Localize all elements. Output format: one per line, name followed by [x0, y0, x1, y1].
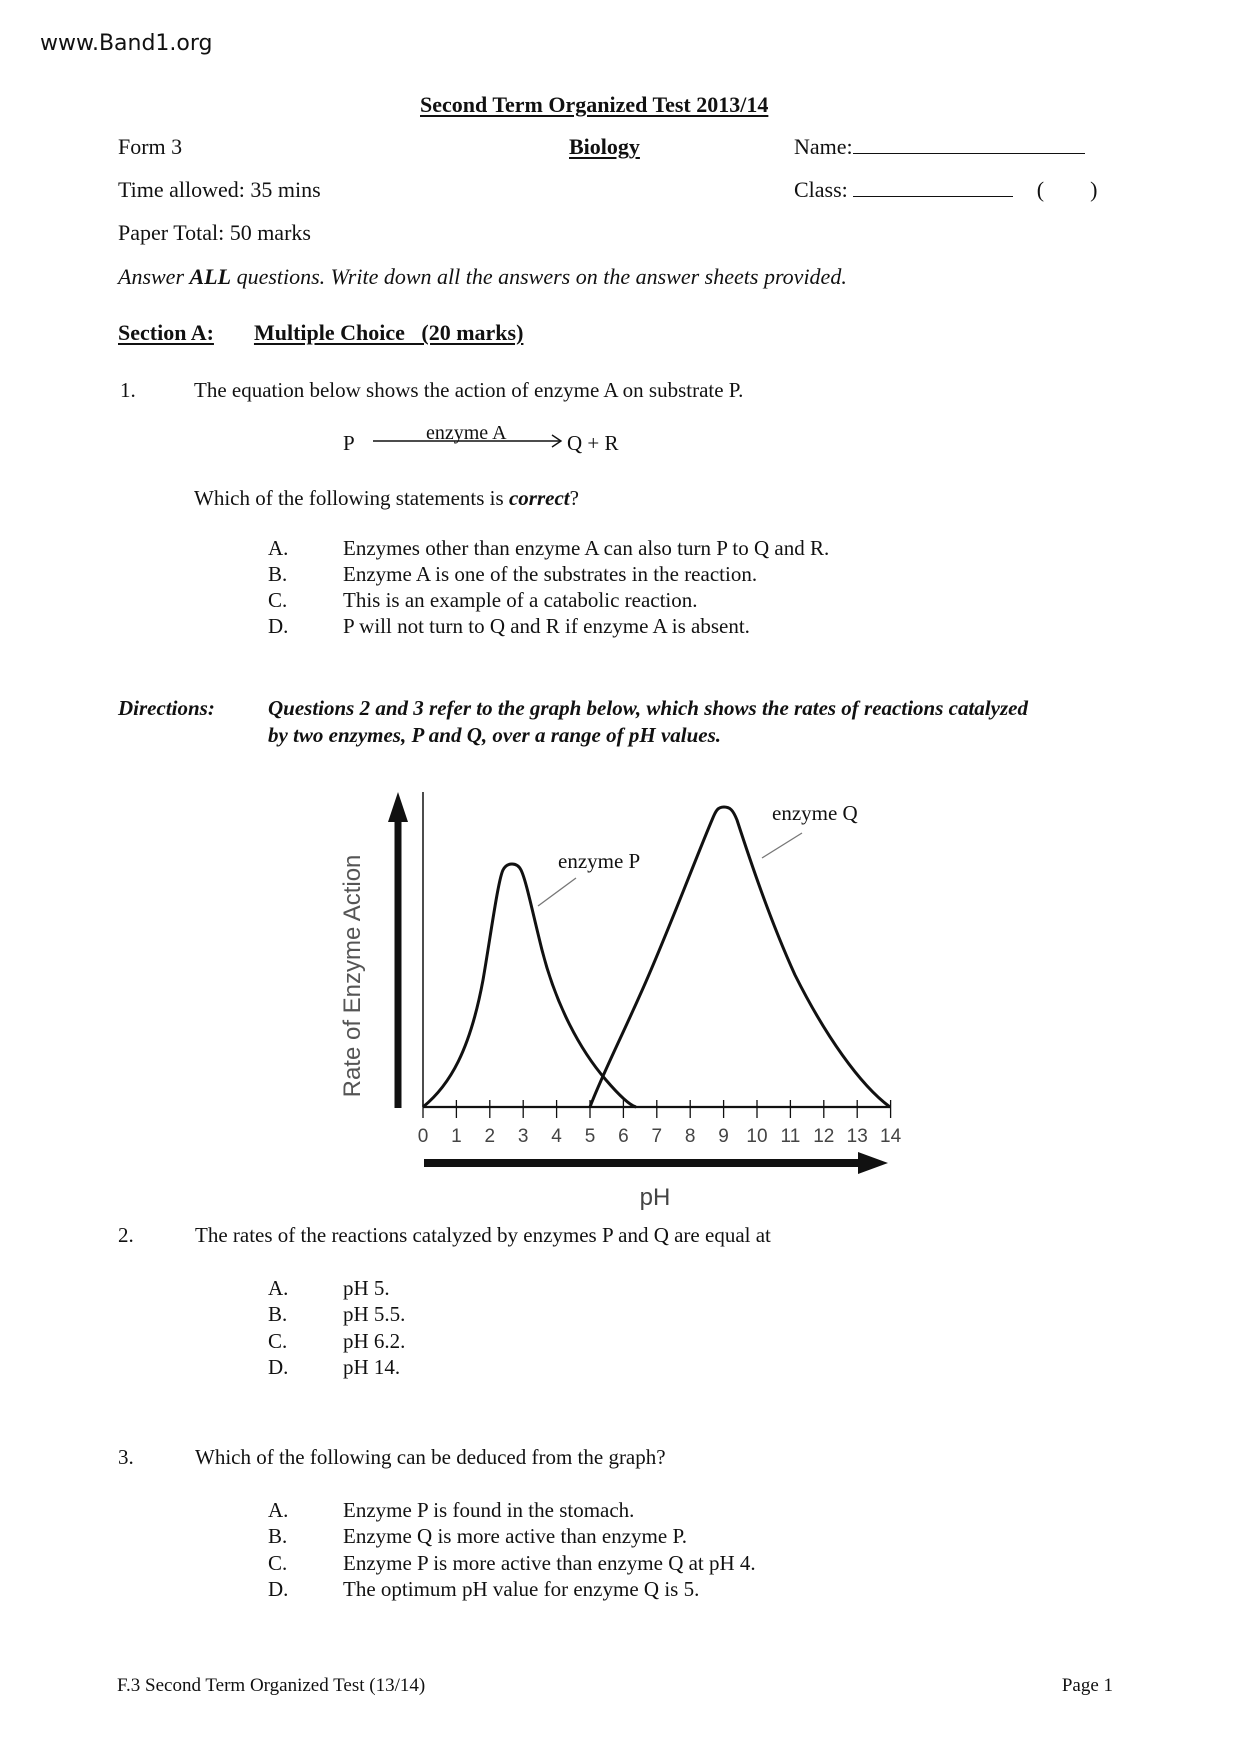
instructions [118, 266, 847, 288]
name-field [794, 136, 1085, 158]
class-blank-line [853, 196, 1013, 197]
y-axis-label: Rate of Enzyme Action [339, 854, 366, 1098]
x-axis-ticks [423, 1100, 891, 1118]
option-d-letter[interactable]: D. [268, 1355, 289, 1379]
section-label: Section A: [118, 320, 214, 345]
svg-text:4: 4 [551, 1126, 562, 1147]
prompt-end: ? [569, 486, 579, 510]
subject-label: Biology [569, 134, 640, 159]
option-a-letter[interactable]: A. [268, 1498, 289, 1522]
option-b-text: Enzyme A is one of the substrates in the reaction. [343, 562, 758, 586]
svg-text:6: 6 [618, 1126, 629, 1147]
footer-test-name: F.3 Second Term Organized Test (13/14) [117, 1675, 426, 1696]
paper-total: Paper Total: 50 marks [118, 220, 311, 245]
website-watermark: www.Band1.org [40, 31, 213, 56]
svg-text:10: 10 [746, 1126, 768, 1147]
reaction-arrow-icon [372, 434, 564, 448]
enzyme-q-annotation: enzyme Q [772, 801, 858, 825]
svg-text:2: 2 [484, 1126, 496, 1147]
footer-page-number: Page 1 [1061, 1675, 1113, 1696]
option-a-text: Enzymes other than enzyme A can also turn P to Q and R. [343, 536, 830, 560]
option-d-letter[interactable]: D. [268, 1577, 289, 1601]
directions-line-1: Questions 2 and 3 refer to the graph below, which shows the rates of reactions catalyzed [268, 696, 1028, 720]
section-heading [118, 322, 523, 344]
svg-text:7: 7 [651, 1126, 663, 1147]
svg-text:8: 8 [684, 1126, 696, 1147]
prompt-text: Which of the following statements is [194, 486, 509, 510]
option-a-letter[interactable]: A. [268, 536, 289, 560]
svg-text:12: 12 [813, 1126, 835, 1147]
svg-text:5: 5 [584, 1126, 596, 1147]
question-number: 1. [120, 378, 136, 402]
class-field [794, 179, 1097, 201]
directions-label: Directions: [118, 696, 215, 720]
svg-text:3: 3 [517, 1126, 529, 1147]
option-d-letter[interactable]: D. [268, 614, 289, 638]
x-axis-tick-labels [418, 1126, 902, 1147]
enzyme-p-leader-line [538, 878, 576, 906]
option-c-letter[interactable]: C. [268, 1329, 288, 1353]
enzyme-p-annotation: enzyme P [558, 849, 641, 873]
x-axis-label: pH [639, 1184, 671, 1211]
option-b-letter[interactable]: B. [268, 1302, 288, 1326]
question-text: Which of the following can be deduced from the graph? [195, 1445, 666, 1469]
instruction-emphasis: ALL [189, 264, 232, 289]
x-axis-arrow-icon [424, 1152, 888, 1174]
option-b-letter[interactable]: B. [268, 1524, 288, 1548]
directions-line-2: by two enzymes, P and Q, over a range of pH values. [268, 723, 722, 747]
form-label: Form 3 [118, 134, 183, 159]
option-a-letter[interactable]: A. [268, 1276, 289, 1300]
option-d-text: pH 14. [343, 1355, 401, 1379]
instruction-text: Answer [118, 264, 190, 289]
question-number: 2. [118, 1223, 134, 1247]
svg-text:11: 11 [780, 1126, 801, 1147]
svg-text:0: 0 [417, 1126, 429, 1147]
svg-text:9: 9 [718, 1126, 729, 1147]
time-allowed: Time allowed: 35 mins [118, 177, 321, 202]
enzyme-q-leader-line [762, 833, 802, 858]
prompt-emphasis: correct [508, 486, 570, 510]
question-text: The rates of the reactions catalyzed by enzymes P and Q are equal at [195, 1223, 771, 1247]
svg-text:13: 13 [846, 1126, 868, 1147]
question-prompt [194, 488, 579, 509]
class-number-close-paren: ) [1090, 177, 1098, 202]
question-text: The equation below shows the action of enzyme A on substrate P. [194, 378, 744, 402]
instruction-text-rest: questions. Write down all the answers on the answer sheets provided. [231, 264, 847, 289]
option-c-letter[interactable]: C. [268, 1551, 288, 1575]
option-a-text: pH 5. [343, 1276, 390, 1300]
name-blank-line [853, 153, 1085, 154]
option-b-letter[interactable]: B. [268, 562, 288, 586]
section-title: Multiple Choice (20 marks) [253, 320, 524, 345]
enzyme-ph-chart [320, 780, 920, 1220]
class-number-open-paren: ( [1036, 177, 1045, 202]
option-b-text: pH 5.5. [343, 1302, 406, 1326]
option-c-text: This is an example of a catabolic reaction. [343, 588, 698, 612]
option-b-text: Enzyme Q is more active than enzyme P. [343, 1524, 688, 1548]
equation-products: Q + R [567, 431, 619, 455]
option-d-text: P will not turn to Q and R if enzyme A is absent. [343, 614, 750, 638]
equation-catalyst: enzyme A [426, 422, 507, 444]
equation-reactant: P [343, 431, 355, 455]
option-a-text: Enzyme P is found in the stomach. [343, 1498, 635, 1522]
option-d-text: The optimum pH value for enzyme Q is 5. [343, 1577, 700, 1601]
option-c-letter[interactable]: C. [268, 588, 288, 612]
svg-text:14: 14 [880, 1126, 902, 1147]
option-c-text: Enzyme P is more active than enzyme Q at pH 4. [343, 1551, 756, 1575]
question-number: 3. [118, 1445, 134, 1469]
page-title: Second Term Organized Test 2013/14 [420, 92, 769, 117]
svg-text:1: 1 [451, 1126, 462, 1147]
name-label: Name: [794, 134, 853, 159]
option-c-text: pH 6.2. [343, 1329, 406, 1353]
y-axis-arrow-icon [388, 792, 408, 1108]
class-label: Class: [794, 177, 848, 202]
